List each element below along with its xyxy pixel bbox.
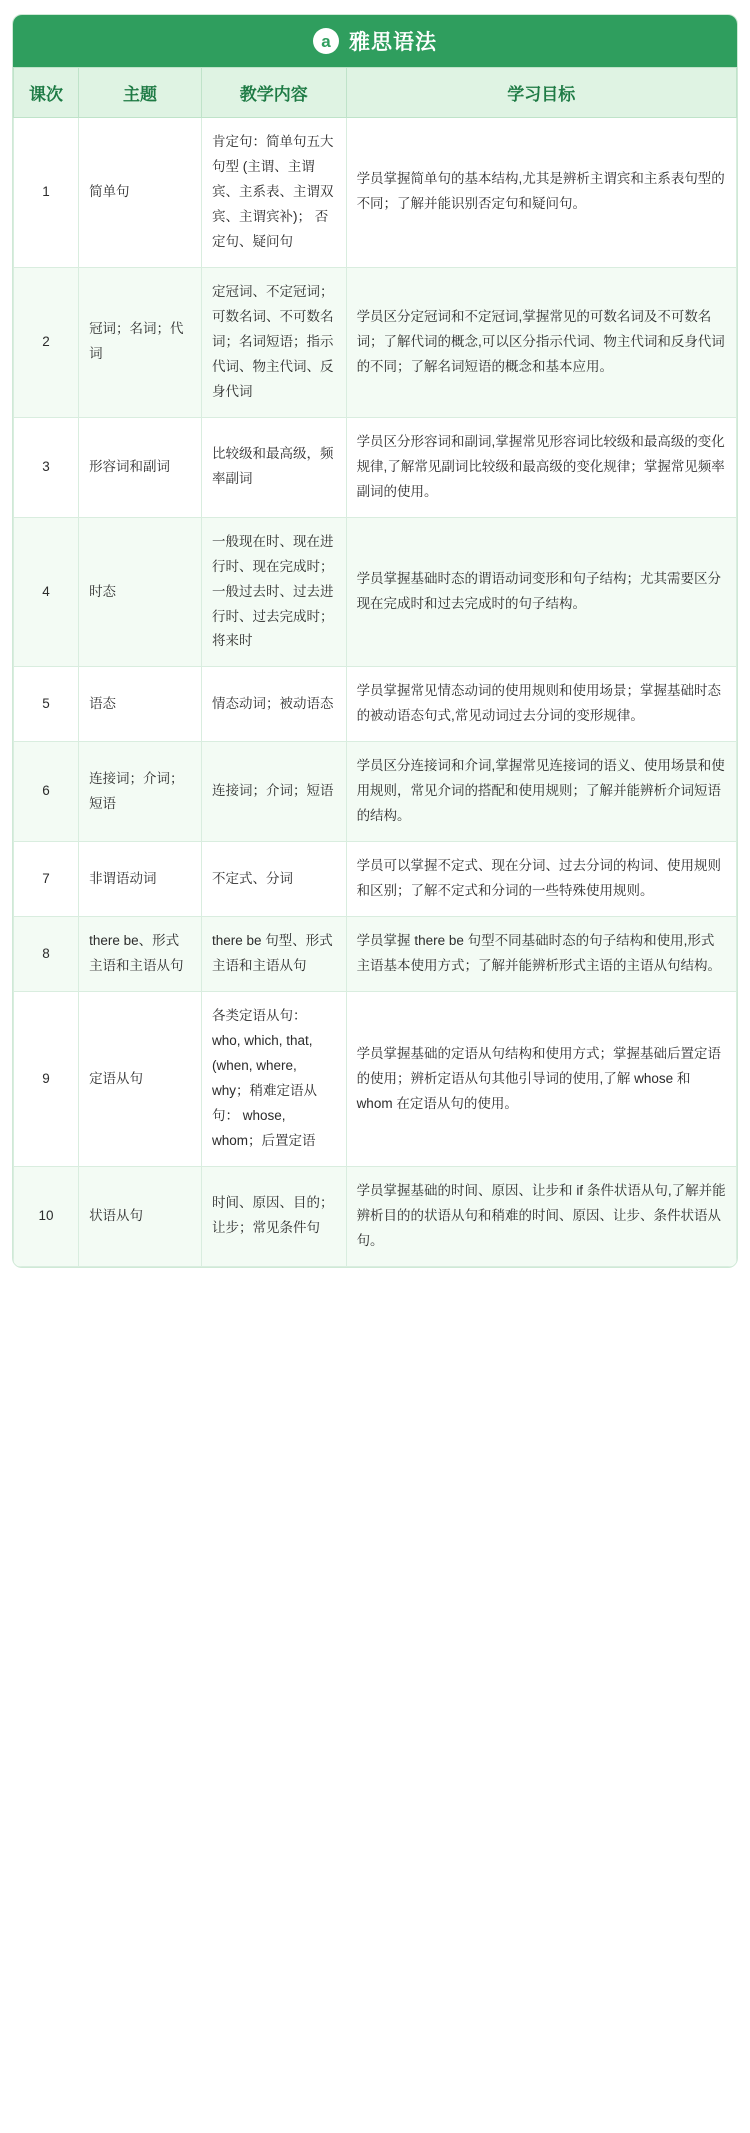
- cell-lesson-number: 2: [14, 267, 79, 417]
- column-header-goal: 学习目标: [346, 68, 736, 118]
- cell-topic: there be、形式主语和主语从句: [79, 917, 202, 992]
- cell-topic: 简单句: [79, 118, 202, 268]
- cell-content: 比较级和最高级，频率副词: [201, 417, 346, 517]
- cell-topic: 语态: [79, 667, 202, 742]
- cell-lesson-number: 4: [14, 517, 79, 667]
- page-title: 雅思语法: [349, 31, 437, 54]
- cell-lesson-number: 1: [14, 118, 79, 268]
- cell-goal: 学员掌握常见情态动词的使用规则和使用场景；掌握基础时态的被动语态句式,常见动词过去分词的变形规律。: [346, 667, 736, 742]
- cell-lesson-number: 6: [14, 742, 79, 842]
- card-header: [13, 15, 737, 67]
- cell-goal: 学员掌握简单句的基本结构,尤其是辨析主谓宾和主系表句型的不同；了解并能识别否定句和疑问句。: [346, 118, 736, 268]
- syllabus-table: [13, 67, 737, 1267]
- cell-topic: 连接词；介词；短语: [79, 742, 202, 842]
- cell-goal: 学员区分定冠词和不定冠词,掌握常见的可数名词及不可数名词；了解代词的概念,可以区分指示代词、物主代词和反身代词的不同；了解名词短语的概念和基本应用。: [346, 267, 736, 417]
- table-row: [14, 1166, 737, 1266]
- table-row: [14, 917, 737, 992]
- table-row: [14, 667, 737, 742]
- cell-goal: 学员掌握基础时态的谓语动词变形和句子结构；尤其需要区分现在完成时和过去完成时的句子结构。: [346, 517, 736, 667]
- table-row: [14, 417, 737, 517]
- table-row: [14, 742, 737, 842]
- table-row: [14, 118, 737, 268]
- column-header-topic: 主题: [79, 68, 202, 118]
- cell-content: 一般现在时、现在进行时、现在完成时；一般过去时、过去进行时、过去完成时；将来时: [201, 517, 346, 667]
- table-row: [14, 267, 737, 417]
- cell-content: 情态动词；被动语态: [201, 667, 346, 742]
- cell-topic: 定语从句: [79, 992, 202, 1167]
- cell-topic: 时态: [79, 517, 202, 667]
- cell-topic: 形容词和副词: [79, 417, 202, 517]
- table-row: [14, 517, 737, 667]
- table-header-row: [14, 68, 737, 118]
- cell-goal: 学员区分连接词和介词,掌握常见连接词的语义、使用场景和使用规则，常见介词的搭配和使用规则；了解并能辨析介词短语的结构。: [346, 742, 736, 842]
- cell-lesson-number: 7: [14, 842, 79, 917]
- table-row: [14, 992, 737, 1167]
- cell-lesson-number: 3: [14, 417, 79, 517]
- column-header-content: 教学内容: [201, 68, 346, 118]
- cell-lesson-number: 5: [14, 667, 79, 742]
- cell-content: 肯定句：简单句五大句型 (主谓、主谓宾、主系表、主谓双宾、主谓宾补)； 否定句、疑问句: [201, 118, 346, 268]
- cell-lesson-number: 8: [14, 917, 79, 992]
- table-row: [14, 842, 737, 917]
- cell-content: 不定式、分词: [201, 842, 346, 917]
- cell-goal: 学员掌握基础的时间、原因、让步和 if 条件状语从句,了解并能辨析目的的状语从句和稍难的时间、原因、让步、条件状语从句。: [346, 1166, 736, 1266]
- cell-lesson-number: 9: [14, 992, 79, 1167]
- cell-content: 定冠词、不定冠词；可数名词、不可数名词；名词短语；指示代词、物主代词、反身代词: [201, 267, 346, 417]
- cell-topic: 非谓语动词: [79, 842, 202, 917]
- cell-topic: 状语从句: [79, 1166, 202, 1266]
- logo-badge-icon: a: [313, 28, 339, 54]
- cell-goal: 学员可以掌握不定式、现在分词、过去分词的构词、使用规则和区别；了解不定式和分词的一些特殊使用规则。: [346, 842, 736, 917]
- cell-goal: 学员区分形容词和副词,掌握常见形容词比较级和最高级的变化规律,了解常见副词比较级和最高级的变化规律；掌握常见频率副词的使用。: [346, 417, 736, 517]
- cell-goal: 学员掌握 there be 句型不同基础时态的句子结构和使用,形式主语基本使用方式；了解并能辨析形式主语的主语从句结构。: [346, 917, 736, 992]
- table-body: [14, 118, 737, 1267]
- cell-content: 连接词；介词；短语: [201, 742, 346, 842]
- cell-content: 时间、原因、目的；让步；常见条件句: [201, 1166, 346, 1266]
- cell-content: there be 句型、形式主语和主语从句: [201, 917, 346, 992]
- cell-goal: 学员掌握基础的定语从句结构和使用方式；掌握基础后置定语的使用；辨析定语从句其他引导词的使用,了解 whose 和 whom 在定语从句的使用。: [346, 992, 736, 1167]
- column-header-lesson: 课次: [14, 68, 79, 118]
- cell-topic: 冠词；名词；代词: [79, 267, 202, 417]
- grammar-card: [12, 14, 738, 1268]
- table-header: [14, 68, 737, 118]
- cell-lesson-number: 10: [14, 1166, 79, 1266]
- cell-content: 各类定语从句： who, which, that, (when, where, why；稍难定语从句： whose, whom；后置定语: [201, 992, 346, 1167]
